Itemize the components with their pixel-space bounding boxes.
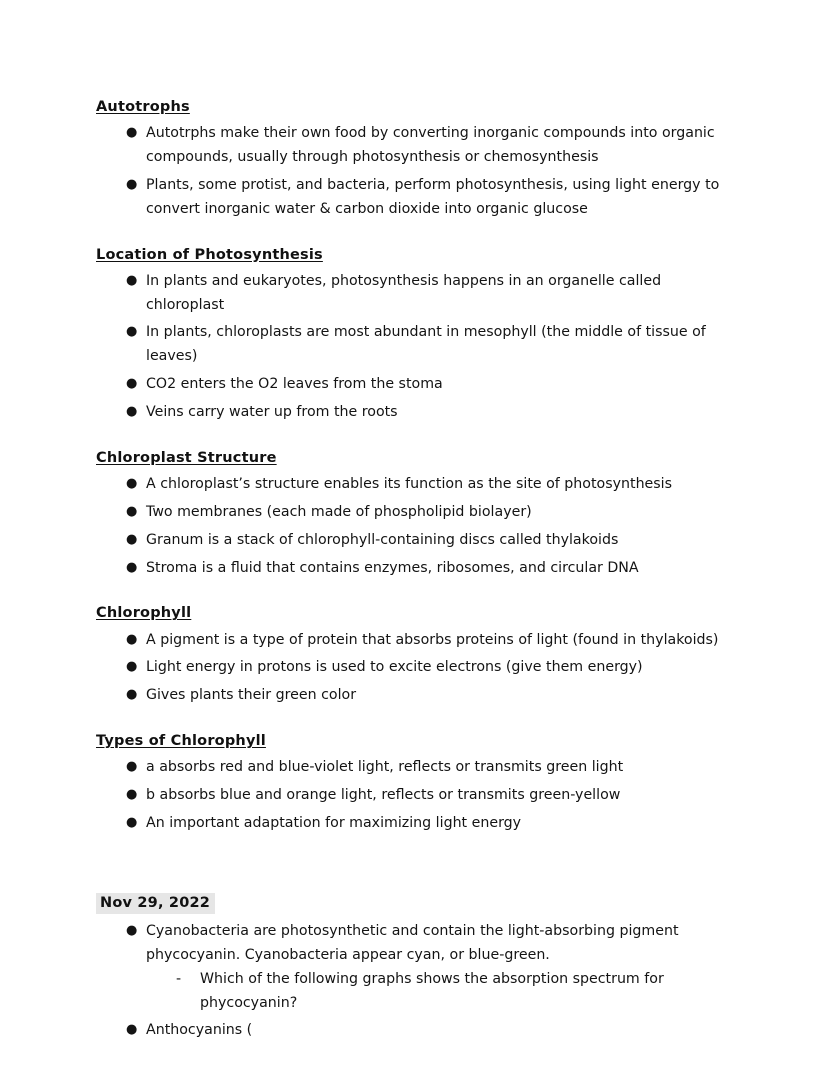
sub-list-item-text: Which of the following graphs shows the absorption spectrum for phycocyanin? (200, 970, 664, 1011)
section-heading: Chlorophyll (96, 605, 192, 622)
section-heading: Chloroplast Structure (96, 449, 277, 466)
bullet-icon: ● (126, 176, 138, 192)
list-item-text: Veins carry water up from the roots (146, 403, 398, 420)
bullet-icon: ● (126, 814, 138, 830)
list-item-text: Light energy in protons is used to excite electrons (give them energy) (146, 659, 643, 676)
list-item-text: Autotrphs make their own food by converting inorganic compounds into organic compounds, usually through photosynthesis or chemosynthesis (146, 125, 715, 165)
bullet-icon: ● (126, 376, 138, 392)
list-item (96, 270, 728, 318)
list-item (96, 812, 728, 836)
sub-list-item (146, 968, 728, 1016)
bullet-icon: ● (126, 687, 138, 703)
list-item (96, 122, 728, 170)
bullet-icon: ● (126, 503, 138, 519)
list-item-text: A chloroplast’s structure enables its function as the site of photosynthesis (146, 475, 673, 492)
bullet-icon: ● (126, 659, 138, 675)
bullet-icon: ● (126, 272, 138, 288)
list-item (96, 373, 728, 397)
section-spacer (96, 858, 728, 892)
list-item-text: Plants, some protist, and bacteria, perform photosynthesis, using light energy to convert inorganic water & carbon dioxide into organic glucose (146, 176, 720, 217)
list-item-text: An important adaptation for maximizing light energy (146, 814, 522, 831)
bullet-icon: ● (126, 403, 138, 419)
list-item (96, 784, 728, 808)
list-item-text: CO2 enters the O2 leaves from the stoma (146, 376, 443, 393)
bullet-icon: ● (126, 475, 138, 491)
list-item-text: In plants, chloroplasts are most abundant in mesophyll (the middle of tissue of leaves) (146, 324, 706, 365)
bullet-icon: ● (126, 787, 138, 803)
section-autotrophs (96, 96, 728, 222)
list-item (96, 656, 728, 680)
list-item-text: Stroma is a fluid that contains enzymes, ribosomes, and circular DNA (146, 559, 639, 576)
bullet-list (96, 473, 728, 580)
bullet-icon: ● (126, 324, 138, 340)
list-item (96, 1019, 728, 1043)
bullet-icon: ● (126, 125, 138, 141)
section-location-of-photosynthesis (96, 244, 728, 425)
list-item-text: Two membranes (each made of phospholipid biolayer) (146, 503, 532, 520)
dash-icon: - (176, 970, 182, 987)
bullet-icon: ● (126, 559, 138, 575)
bullet-icon: ● (126, 531, 138, 547)
bullet-list (96, 629, 728, 709)
bullet-icon: ● (126, 759, 138, 775)
list-item-text: Gives plants their green color (146, 687, 357, 704)
list-item-text: Granum is a stack of chlorophyll-containing discs called thylakoids (146, 531, 619, 548)
section-chloroplast-structure (96, 447, 728, 581)
list-item (96, 684, 728, 708)
sub-bullet-list (146, 968, 728, 1016)
list-item (96, 756, 728, 780)
list-item (96, 321, 728, 369)
section-dated-entry (96, 892, 728, 1043)
list-item (96, 529, 728, 553)
bullet-icon: ● (126, 922, 138, 938)
bullet-icon: ● (126, 1022, 138, 1038)
list-item-text: A pigment is a type of protein that absorbs proteins of light (found in thylakoids) (146, 631, 719, 648)
bullet-list (96, 270, 728, 425)
section-chlorophyll (96, 602, 728, 708)
document-body (96, 96, 728, 1043)
section-heading: Types of Chlorophyll (96, 733, 266, 750)
list-item (96, 473, 728, 497)
section-heading: Location of Photosynthesis (96, 246, 323, 263)
bullet-list (96, 920, 728, 1043)
list-item-text: Cyanobacteria are photosynthetic and contain the light-absorbing pigment phycocyanin. Cyanobacteria appear cyan, or blue-green. (146, 922, 679, 963)
list-item (96, 920, 728, 1015)
list-item-text: b absorbs blue and orange light, reflects or transmits green-yellow (146, 787, 621, 804)
bullet-icon: ● (126, 631, 138, 647)
list-item (96, 557, 728, 581)
date-heading: Nov 29, 2022 (96, 893, 215, 914)
list-item (96, 174, 728, 222)
list-item (96, 501, 728, 525)
list-item-text: Anthocyanins ( (146, 1022, 253, 1039)
section-heading: Autotrophs (96, 99, 190, 115)
list-item-text: In plants and eukaryotes, photosynthesis happens in an organelle called chloroplast (146, 272, 662, 313)
section-types-of-chlorophyll (96, 730, 728, 836)
list-item-text: a absorbs red and blue-violet light, reflects or transmits green light (146, 759, 624, 776)
list-item (96, 629, 728, 653)
bullet-list (96, 756, 728, 836)
list-item (96, 401, 728, 425)
bullet-list (96, 122, 728, 221)
